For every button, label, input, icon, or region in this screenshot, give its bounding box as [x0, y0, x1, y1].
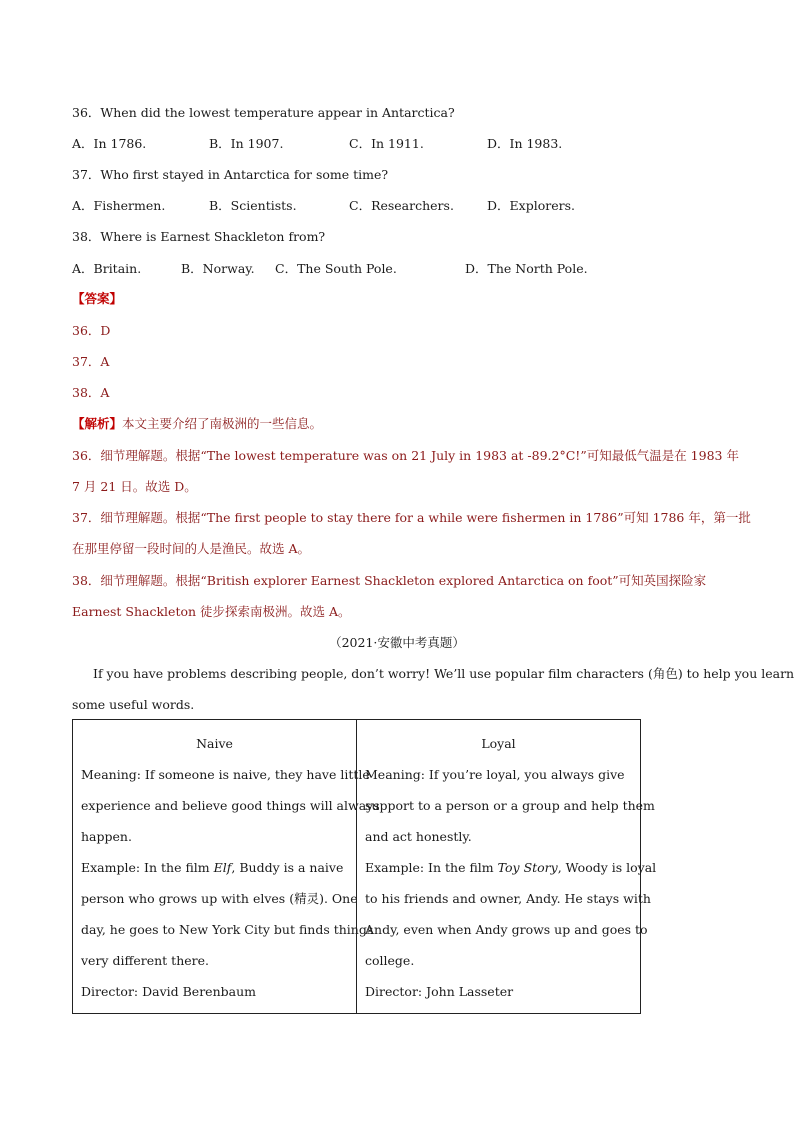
loyal-example-line [365, 852, 657, 883]
loyal-title: Loyal [481, 736, 516, 751]
analysis-line-38b: Earnest Shackleton 徒步探索南极洲。故选 A。 [72, 604, 351, 619]
loyal-film-title: Toy Story [497, 860, 558, 875]
analysis-line-36a: 36．细节理解题。根据“The lowest temperature was on 21 July in 1983 at -89.2°C!”可知最低气温是在 1983 年 [72, 448, 739, 463]
q36-option-b: B．In 1907. [209, 136, 284, 151]
answer-38: 38．A [72, 385, 110, 400]
question-38: 38．Where is Earnest Shackleton from? [72, 229, 326, 244]
analysis-intro: 本文主要介绍了南极洲的一些信息。 [122, 416, 323, 431]
naive-director: Director: David Berenbaum [81, 984, 256, 999]
loyal-line-1: Meaning: If you’re loyal, you always give [365, 767, 625, 782]
analysis-line-37a: 37．细节理解题。根据“The first people to stay there for a while were fishermen in 1786”可知 1786 年，第一批 [72, 510, 751, 525]
loyal-example-rest: , Woody is loyal [557, 860, 657, 875]
analysis-heading-line [72, 415, 322, 433]
answer-heading: 【答案】 [72, 291, 123, 306]
loyal-cell [357, 720, 657, 1014]
loyal-line-2: support to a person or a group and help them [365, 798, 655, 813]
analysis-line-38a: 38．细节理解题。根据“British explorer Earnest Shackleton explored Antarctica on foot”可知英国探险家 [72, 573, 707, 588]
q38-option-c: C．The South Pole. [275, 261, 397, 276]
loyal-director: Director: John Lasseter [365, 984, 514, 999]
naive-example-prefix: Example: In the film [81, 860, 214, 875]
analysis-line-36b: 7 月 21 日。故选 D。 [72, 479, 197, 494]
question-37: 37．Who first stayed in Antarctica for some time? [72, 167, 389, 182]
answer-37: 37．A [72, 354, 110, 369]
question-36: 36．When did the lowest temperature appear in Antarctica? [72, 105, 455, 120]
passage-source: （2021·安徽中考真题） [329, 635, 465, 650]
q36-option-d: D．In 1983. [487, 136, 563, 151]
loyal-line-5: to his friends and owner, Andy. He stays with [365, 891, 651, 906]
loyal-example-prefix: Example: In the film [365, 860, 498, 875]
q36-option-c: C．In 1911. [349, 136, 424, 151]
passage-line-1: If you have problems describing people, don’t worry! We’ll use popular film characters (角色) to help you learn [93, 666, 794, 681]
naive-line-5: person who grows up with elves (精灵). One [81, 891, 358, 906]
q38-option-b: B．Norway. [181, 261, 255, 276]
analysis-line-37b: 在那里停留一段时间的人是渔民。故选 A。 [72, 541, 311, 556]
naive-film-title: Elf [213, 860, 232, 875]
naive-example-line [81, 852, 348, 883]
naive-line-6: day, he goes to New York City but finds things [81, 922, 374, 937]
q37-option-b: B．Scientists. [209, 198, 297, 213]
loyal-line-3: and act honestly. [365, 829, 472, 844]
q38-option-a: A．Britain. [72, 261, 142, 276]
q37-option-c: C．Researchers. [349, 198, 454, 213]
naive-cell [73, 720, 380, 1014]
loyal-line-6: Andy, even when Andy grows up and goes to [365, 922, 648, 937]
naive-title: Naive [196, 736, 233, 751]
answer-36: 36．D [72, 323, 111, 338]
vocabulary-table [72, 719, 657, 1014]
naive-line-1: Meaning: If someone is naive, they have little [81, 767, 370, 782]
naive-line-2: experience and believe good things will always [81, 798, 380, 813]
passage-line-2: some useful words. [72, 697, 195, 712]
q37-option-a: A．Fishermen. [72, 198, 166, 213]
analysis-heading: 【解析】 [72, 416, 123, 431]
q37-option-d: D．Explorers. [487, 198, 575, 213]
q38-option-d: D．The North Pole. [465, 261, 588, 276]
naive-line-3: happen. [81, 829, 132, 844]
q36-option-a: A．In 1786. [72, 136, 147, 151]
naive-line-7: very different there. [81, 953, 209, 968]
loyal-line-7: college. [365, 953, 415, 968]
naive-example-rest: , Buddy is a naive [231, 860, 344, 875]
